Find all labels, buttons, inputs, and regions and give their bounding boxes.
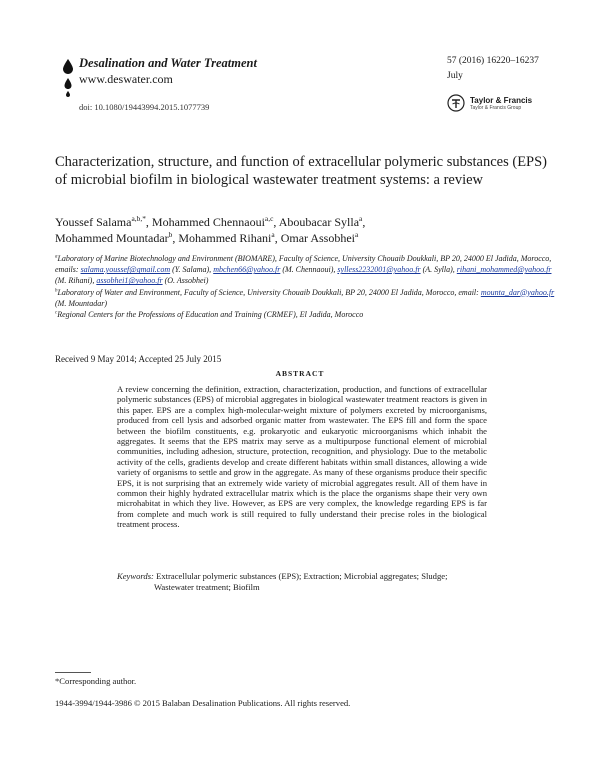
email-link[interactable]: sylless2232001@yahoo.fr: [337, 265, 421, 275]
issue-month: July: [447, 71, 463, 81]
affiliation-b: $^b$Laboratory of Water and Environment, Faculty of Science, University Chouaib Doukkali, BP 20, 24000 El Jadida, Morocco, email: mounta_dar@yahoo.fr (M. Mountadar): [55, 287, 555, 308]
abstract-text: A review concerning the definition, extraction, characterization, production, and functions of extracellular polymeric substances (EPS) of microbial aggregates in biological wastewater treatment reactors is given in this paper. EPS are a complex high-molecular-weight mixture of polymers excreted by microorganisms, produced from cell lysis and adsorbed organic matter from wastewater. The EPS fill and form the space between the biofilm constituents, e.g. prokaryotic and eukaryotic microorganisms which inhabit the aggregates. It seems that the EPS matrix may serve as a multipurpose functional element of microbial communities, including adhesion, structure, protection, recognition, and physiology. Due to the metabolic activity of the cells, gradients develop and create different habitats within small distances, allowing a wide variety of organisms to settle and grow in the aggregate. As many of these organisms produce their specific EPS, it is not surprising that an extremely wide variety of microbial aggregates result. All of them have in common their highly hydrated extracellular matrix which is the place the organisms shape their very own microhabitat in which they live. However, as EPS are very complex, the knowledge regarding EPS is far from complete and much work is still required to fully understand their precise roles in the biological treatment process.: [117, 384, 487, 530]
author-sup: a: [355, 229, 359, 239]
author-name: Mohammed Chennaoui: [151, 215, 265, 229]
email-link[interactable]: assobhei1@yahoo.fr: [96, 276, 163, 286]
footnote-rule: [55, 672, 91, 673]
keywords-label: Keywords:: [117, 571, 154, 581]
volume-pages: 57 (2016) 16220–16237: [447, 56, 539, 66]
author-sup: b: [168, 229, 173, 239]
affiliations: [55, 253, 555, 320]
author-sup: a,b,*: [131, 214, 146, 223]
received-dates: Received 9 May 2014; Accepted 25 July 2015: [55, 354, 222, 364]
publisher-name: Taylor & Francis: [470, 95, 533, 105]
email-link[interactable]: salama.youssef@gmail.com: [80, 265, 171, 275]
keywords-line-2: Wastewater treatment; Biofilm: [154, 582, 260, 592]
author-name: Mohammed Rihani: [178, 230, 272, 245]
corresponding-author-note: *Corresponding author.: [55, 676, 137, 686]
author-sup: a: [271, 229, 275, 239]
author-sup: a: [359, 214, 363, 223]
author-name: Aboubacar Sylla: [278, 215, 360, 229]
affiliation-a: $^a$Laboratory of Marine Biotechnology and Environment (BIOMARE), Faculty of Science, University Chouaib Doukkali, BP 20, 24000 El Jadida, Morocco, emails: salama.youssef@gmail.com (Y. Salama), mbchen66@yahoo.fr (M. Chennaoui), sylless2232001@yahoo.fr (A. Sylla), rihani_mohammed@yahoo.fr (M. Rihani), assobhei1@yahoo.fr (O. Assobhei): [55, 254, 552, 286]
journal-title: Desalination and Water Treatment: [79, 56, 257, 70]
email-link[interactable]: rihani_mohammed@yahoo.fr: [456, 265, 552, 275]
doi: doi: 10.1080/19443994.2015.1077739: [79, 102, 210, 112]
keywords-line-1: Extracellular polymeric substances (EPS); Extraction; Microbial aggregates; Sludge;: [156, 571, 448, 581]
taylor-francis-icon: [447, 94, 465, 112]
author-sup: a,c: [264, 214, 274, 223]
affiliation-c: $^c$Regional Centers for the Professions of Education and Training (CRMEF), El Jadida, Morocco: [55, 310, 364, 320]
abstract-heading: ABSTRACT: [275, 369, 325, 378]
email-link[interactable]: mounta_dar@yahoo.fr: [480, 287, 555, 297]
copyright-line: 1944-3994/1944-3986 © 2015 Balaban Desalination Publications. All rights reserved.: [55, 698, 351, 708]
author-name: Omar Assobhei: [280, 230, 356, 245]
publisher-sub: Taylor & Francis Group: [470, 104, 522, 111]
publisher-logo: [447, 94, 532, 112]
journal-url[interactable]: www.deswater.com: [79, 72, 173, 86]
author-name: Mohammed Mountadar: [55, 230, 169, 245]
author-name: Youssef Salama: [55, 215, 132, 229]
keywords: [117, 571, 487, 593]
author-list: Youssef Salama$^{a,b,*}$, Mohammed Chennaoui$^{a,c}$, Aboubacar Sylla$^a$, Mohammed Mountadar$^b$, Mohammed Rihani$^a$, Omar Assobhei$^a$: [55, 214, 366, 245]
email-link[interactable]: mbchen66@yahoo.fr: [213, 265, 281, 275]
journal-logo-icon: [61, 58, 75, 98]
article-title: Characterization, structure, and function of extracellular polymeric substances (EPS) of microbial biofilm in biological wastewater treatment systems: a review: [55, 154, 548, 188]
